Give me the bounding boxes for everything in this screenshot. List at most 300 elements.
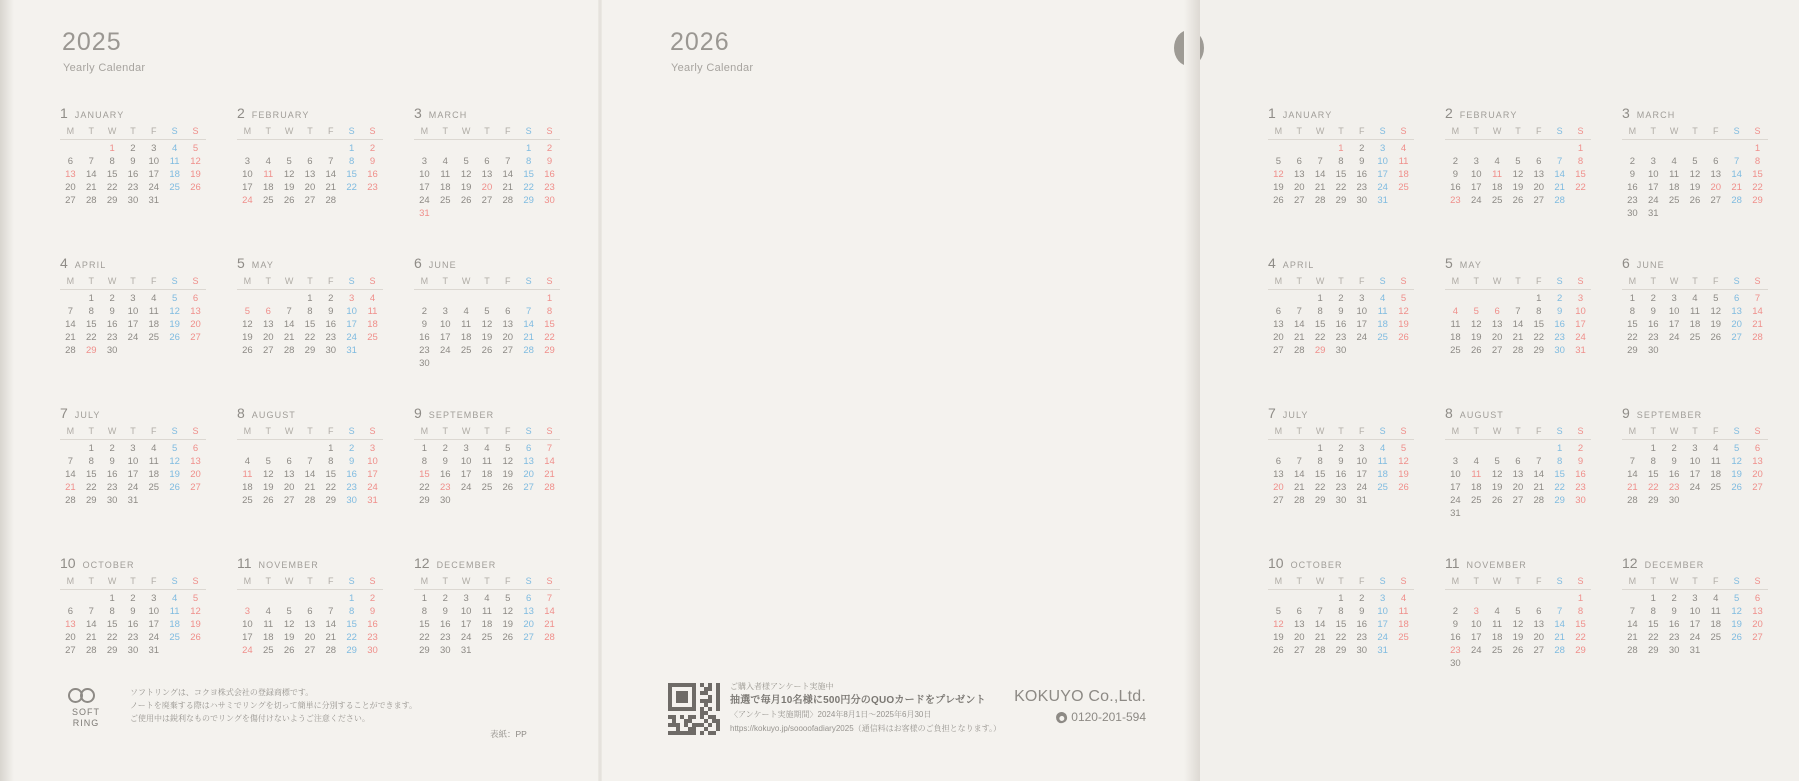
day-cell: 7 [1754, 293, 1761, 304]
day-cell: 21 [1752, 319, 1763, 330]
day-cell: 20 [262, 332, 274, 343]
month-name: AUGUST [251, 410, 296, 420]
weekday-header: T [123, 125, 144, 140]
month-number: 12 [1622, 555, 1638, 571]
weekday-header: T [258, 275, 279, 290]
day-cell: 31 [346, 345, 357, 356]
weekday-header: S [1549, 575, 1570, 590]
day-cell: 31 [1356, 495, 1368, 506]
day-cell [237, 590, 258, 606]
week-row [237, 481, 383, 494]
month-header [1622, 255, 1799, 271]
day-cell [1528, 507, 1549, 520]
day-cell: 5 [1515, 156, 1521, 167]
day-cell: 16 [367, 169, 378, 180]
day-cell: 26 [1398, 482, 1409, 493]
day-cell: 26 [502, 482, 514, 493]
week-row [414, 481, 560, 494]
day-cell: 16 [1450, 632, 1461, 643]
day-cell: 27 [304, 645, 316, 656]
day-cell: 18 [367, 319, 378, 330]
day-cell: 8 [307, 306, 313, 317]
day-cell: 25 [1689, 332, 1701, 343]
month-december [414, 555, 591, 705]
day-cell: 30 [367, 645, 378, 656]
week-row [1268, 305, 1414, 318]
day-cell: 28 [523, 345, 534, 356]
day-cell: 27 [283, 495, 295, 506]
day-cell [1664, 140, 1685, 156]
day-cell: 18 [460, 332, 472, 343]
day-cell: 7 [505, 156, 511, 167]
day-cell: 21 [304, 482, 316, 493]
day-cell [1622, 140, 1643, 156]
day-cell: 20 [190, 469, 201, 480]
day-cell: 24 [1356, 482, 1368, 493]
day-cell: 25 [481, 482, 493, 493]
day-cell [362, 344, 383, 357]
day-cell: 10 [460, 606, 472, 617]
day-cell: 2 [1629, 156, 1636, 167]
day-cell: 25 [1377, 332, 1388, 343]
day-cell: 18 [481, 619, 493, 630]
day-cell: 10 [1356, 456, 1368, 467]
day-cell [362, 194, 383, 207]
day-cell: 23 [1450, 195, 1461, 206]
day-cell: 6 [1275, 306, 1282, 317]
day-cell [164, 494, 185, 507]
day-cell: 10 [1575, 306, 1586, 317]
week-row [237, 631, 383, 644]
day-cell: 22 [1533, 332, 1545, 343]
day-cell: 19 [242, 332, 253, 343]
day-cell: 25 [1377, 482, 1388, 493]
legal-notice [130, 686, 490, 725]
month-header [1445, 105, 1622, 121]
day-cell: 8 [1629, 306, 1636, 317]
month-number: 10 [1268, 555, 1284, 571]
day-cell: 1 [1536, 293, 1542, 304]
weekday-header: W [1664, 425, 1685, 440]
week-row [1268, 631, 1414, 644]
day-cell: 20 [1731, 319, 1742, 330]
day-cell: 22 [304, 332, 316, 343]
day-cell: 8 [88, 306, 94, 317]
day-cell: 26 [190, 182, 201, 193]
day-cell: 22 [1575, 632, 1586, 643]
day-cell: 1 [109, 143, 115, 154]
legal-line-1: ソフトリングは、コクヨ株式会社の登録商標です。 [130, 688, 314, 697]
day-cell: 2 [130, 143, 136, 154]
day-cell: 2 [348, 443, 355, 454]
week-row [414, 207, 560, 220]
day-cell: 19 [1689, 182, 1701, 193]
day-cell [258, 290, 279, 306]
day-cell [1393, 194, 1414, 207]
day-cell: 7 [1317, 606, 1323, 617]
day-cell: 29 [85, 345, 97, 356]
weekday-header: T [1331, 425, 1352, 440]
day-cell: 1 [1338, 143, 1344, 154]
day-cell: 2 [1338, 293, 1344, 304]
day-cell: 29 [85, 495, 97, 506]
weekday-header: S [1372, 425, 1393, 440]
weekday-header: W [456, 575, 477, 590]
day-cell [1487, 507, 1508, 520]
phone-icon [1055, 710, 1069, 724]
weekday-header: W [279, 275, 300, 290]
weekday-header: W [1487, 275, 1508, 290]
weekday-header: W [456, 125, 477, 140]
promo-url[interactable]: https://kokuyo.jp/soooofadiary2025（通信料はお客様のご負担となります。） [730, 724, 1001, 733]
week-row [1268, 440, 1414, 456]
day-cell: 1 [546, 293, 553, 304]
day-cell: 8 [348, 156, 355, 167]
day-cell: 15 [1533, 319, 1545, 330]
day-cell: 26 [262, 495, 274, 506]
week-row [414, 644, 560, 657]
day-cell: 28 [1293, 495, 1305, 506]
day-cell: 21 [1314, 182, 1326, 193]
day-cell: 22 [1627, 332, 1638, 343]
day-cell: 20 [304, 632, 316, 643]
day-cell: 30 [325, 345, 337, 356]
day-cell: 11 [1690, 306, 1700, 317]
day-cell: 25 [1491, 195, 1503, 206]
weekday-header: M [60, 125, 81, 140]
week-row [414, 605, 560, 618]
day-cell: 15 [1335, 619, 1347, 630]
day-cell: 16 [346, 469, 357, 480]
day-cell: 6 [1713, 156, 1719, 167]
day-cell: 3 [1379, 143, 1386, 154]
day-cell: 27 [523, 632, 534, 643]
day-cell: 7 [546, 593, 553, 604]
day-cell: 3 [463, 593, 469, 604]
day-cell [1487, 440, 1508, 456]
day-cell: 21 [1533, 482, 1545, 493]
week-row [60, 618, 206, 631]
day-cell: 27 [1293, 645, 1305, 656]
weekday-header: S [518, 575, 539, 590]
month-name: APRIL [74, 260, 107, 270]
day-cell: 27 [262, 345, 274, 356]
day-cell: 27 [1752, 482, 1763, 493]
day-cell [164, 644, 185, 657]
day-cell: 3 [1379, 593, 1386, 604]
month-table [237, 125, 383, 207]
weekday-header: W [1664, 575, 1685, 590]
day-cell: 21 [1554, 182, 1565, 193]
day-cell: 30 [1450, 658, 1461, 669]
day-cell: 15 [304, 319, 316, 330]
day-cell [258, 140, 279, 156]
day-cell: 29 [1554, 495, 1565, 506]
day-cell: 10 [148, 156, 160, 167]
day-cell: 28 [1752, 332, 1763, 343]
day-cell [1289, 440, 1310, 456]
day-cell [539, 644, 560, 657]
weekday-header: S [1393, 275, 1414, 290]
week-row [1445, 181, 1591, 194]
day-cell: 1 [109, 593, 115, 604]
day-cell: 27 [1293, 195, 1305, 206]
day-cell: 19 [1491, 482, 1503, 493]
month-header [60, 405, 237, 421]
day-cell: 23 [544, 182, 555, 193]
day-cell: 20 [502, 332, 514, 343]
week-row [237, 344, 383, 357]
day-cell: 30 [439, 645, 451, 656]
week-row [1622, 468, 1768, 481]
day-cell: 2 [442, 443, 448, 454]
day-cell: 5 [1400, 293, 1407, 304]
day-cell: 2 [109, 443, 115, 454]
week-row [1268, 605, 1414, 618]
month-table [1445, 425, 1591, 520]
day-cell [1705, 344, 1726, 357]
weekday-header: S [362, 125, 383, 140]
week-row [414, 440, 560, 456]
day-cell: 6 [307, 606, 313, 617]
day-cell: 28 [325, 645, 337, 656]
day-cell: 14 [1752, 306, 1763, 317]
weekday-header: T [1466, 125, 1487, 140]
week-row [1622, 155, 1768, 168]
weekday-header: F [1351, 275, 1372, 290]
day-cell: 19 [1512, 182, 1524, 193]
weekday-header: S [1549, 425, 1570, 440]
weekday-header: M [1445, 575, 1466, 590]
weekday-header: S [1372, 125, 1393, 140]
day-cell: 20 [1512, 482, 1524, 493]
day-cell: 16 [106, 319, 118, 330]
day-cell: 10 [1647, 169, 1659, 180]
day-cell: 11 [1377, 456, 1388, 467]
day-cell: 2 [1671, 593, 1677, 604]
day-cell: 25 [1710, 482, 1722, 493]
day-cell: 7 [1515, 306, 1521, 317]
day-cell: 9 [546, 156, 553, 167]
day-cell: 29 [419, 645, 430, 656]
month-number: 5 [237, 255, 245, 271]
day-cell: 30 [106, 495, 118, 506]
day-cell [143, 494, 164, 507]
day-cell: 18 [481, 469, 493, 480]
month-number: 2 [237, 105, 245, 121]
day-cell: 26 [1470, 345, 1482, 356]
week-row [1445, 618, 1591, 631]
day-cell: 26 [1512, 195, 1524, 206]
day-cell: 24 [1377, 632, 1388, 643]
day-cell: 26 [242, 345, 253, 356]
day-cell: 5 [505, 593, 511, 604]
day-cell [1664, 344, 1685, 357]
day-cell: 26 [1491, 495, 1503, 506]
day-cell: 5 [1713, 293, 1719, 304]
day-cell: 11 [1398, 156, 1409, 167]
day-cell: 1 [328, 443, 334, 454]
day-cell: 28 [1314, 195, 1326, 206]
day-cell: 1 [1317, 443, 1323, 454]
day-cell: 17 [460, 619, 472, 630]
day-cell: 3 [244, 606, 251, 617]
day-cell: 20 [1293, 182, 1305, 193]
page-title: 2025 [62, 28, 122, 56]
weekday-header: W [1310, 575, 1331, 590]
day-cell: 12 [1512, 619, 1524, 630]
day-cell: 3 [1359, 293, 1365, 304]
day-cell: 24 [1450, 495, 1461, 506]
day-cell: 18 [1398, 619, 1409, 630]
day-cell: 25 [481, 632, 493, 643]
week-row [1622, 168, 1768, 181]
month-november [1445, 555, 1622, 705]
week-row [1622, 140, 1768, 156]
weekday-header: F [1351, 425, 1372, 440]
weekday-header: M [1268, 575, 1289, 590]
day-cell: 16 [439, 469, 451, 480]
day-cell: 29 [346, 645, 357, 656]
week-row [237, 181, 383, 194]
week-row [60, 194, 206, 207]
day-cell: 24 [367, 482, 378, 493]
week-row [414, 590, 560, 606]
day-cell: 27 [190, 482, 201, 493]
day-cell: 3 [1473, 606, 1479, 617]
day-cell: 31 [419, 208, 430, 219]
weekday-header: S [539, 125, 560, 140]
day-cell: 12 [283, 169, 295, 180]
weekday-header: M [1622, 125, 1643, 140]
day-cell: 17 [1689, 469, 1701, 480]
weekday-header: M [414, 275, 435, 290]
day-cell: 3 [421, 156, 428, 167]
day-cell: 12 [190, 606, 201, 617]
month-header [60, 255, 237, 271]
day-cell: 3 [151, 143, 157, 154]
day-cell: 17 [346, 319, 357, 330]
day-cell [164, 344, 185, 357]
weekday-header: F [143, 425, 164, 440]
month-table [237, 425, 383, 507]
day-cell: 23 [1356, 182, 1368, 193]
weekday-header: W [1310, 275, 1331, 290]
day-cell: 10 [1689, 456, 1701, 467]
day-cell: 5 [484, 306, 490, 317]
day-cell: 7 [328, 606, 334, 617]
day-cell [477, 357, 498, 370]
weekday-header: M [237, 125, 258, 140]
day-cell: 2 [1650, 293, 1656, 304]
day-cell [300, 140, 321, 156]
day-cell [1705, 140, 1726, 156]
day-cell: 7 [1536, 456, 1542, 467]
weekday-header: T [435, 275, 456, 290]
weekday-header: S [1726, 575, 1747, 590]
day-cell: 31 [1377, 195, 1388, 206]
weekday-header: T [1466, 575, 1487, 590]
day-cell: 11 [1710, 606, 1721, 617]
day-cell: 19 [1731, 469, 1742, 480]
day-cell: 15 [106, 169, 118, 180]
day-cell: 17 [439, 332, 451, 343]
day-cell: 29 [1533, 345, 1545, 356]
weekday-header: M [1622, 575, 1643, 590]
day-cell: 28 [1554, 195, 1565, 206]
day-cell [456, 494, 477, 507]
month-header [237, 405, 414, 421]
day-cell: 13 [65, 169, 76, 180]
day-cell: 15 [85, 319, 97, 330]
day-cell: 28 [65, 495, 76, 506]
weekday-header: M [60, 275, 81, 290]
day-cell: 4 [265, 156, 271, 167]
day-cell: 6 [525, 443, 532, 454]
day-cell: 12 [1470, 319, 1482, 330]
day-cell: 11 [1471, 469, 1482, 480]
weekday-header: T [258, 575, 279, 590]
week-row [414, 494, 560, 507]
day-cell: 8 [1754, 156, 1761, 167]
month-table [237, 575, 383, 657]
week-row [60, 168, 206, 181]
week-row [237, 290, 383, 306]
week-row [1622, 290, 1768, 306]
month-header [237, 555, 414, 571]
day-cell [279, 140, 300, 156]
day-cell: 23 [439, 482, 451, 493]
day-cell: 31 [1647, 208, 1659, 219]
day-cell: 24 [1689, 482, 1701, 493]
weekday-header: T [1331, 125, 1352, 140]
weekday-header: S [1726, 125, 1747, 140]
weekday-header: M [414, 575, 435, 590]
day-cell: 14 [283, 319, 295, 330]
weekday-header: T [81, 425, 102, 440]
day-cell [81, 590, 102, 606]
weekday-header: T [258, 125, 279, 140]
day-cell: 11 [1492, 619, 1503, 630]
day-cell [1570, 657, 1591, 670]
day-cell: 16 [127, 619, 139, 630]
day-cell: 14 [544, 456, 555, 467]
weekday-header: T [1643, 275, 1664, 290]
weekday-header: T [1685, 275, 1706, 290]
day-cell [123, 344, 144, 357]
day-cell: 14 [1627, 619, 1638, 630]
month-header [1268, 405, 1445, 421]
week-row [1445, 605, 1591, 618]
month-name: NOVEMBER [258, 560, 319, 570]
day-cell [1570, 507, 1591, 520]
weekday-header: S [1372, 275, 1393, 290]
day-cell: 4 [1692, 293, 1698, 304]
qr-cell [716, 731, 720, 735]
day-cell: 23 [1335, 482, 1347, 493]
day-cell: 5 [1692, 156, 1698, 167]
month-table [1622, 275, 1768, 357]
day-cell: 1 [1556, 443, 1563, 454]
month-number: 12 [414, 555, 430, 571]
day-cell: 18 [1710, 469, 1722, 480]
day-cell: 26 [1710, 332, 1722, 343]
day-cell: 10 [127, 306, 139, 317]
week-row [1445, 468, 1591, 481]
month-number: 1 [1268, 105, 1276, 121]
qr-code-icon[interactable] [668, 683, 720, 735]
day-cell: 9 [1338, 306, 1344, 317]
